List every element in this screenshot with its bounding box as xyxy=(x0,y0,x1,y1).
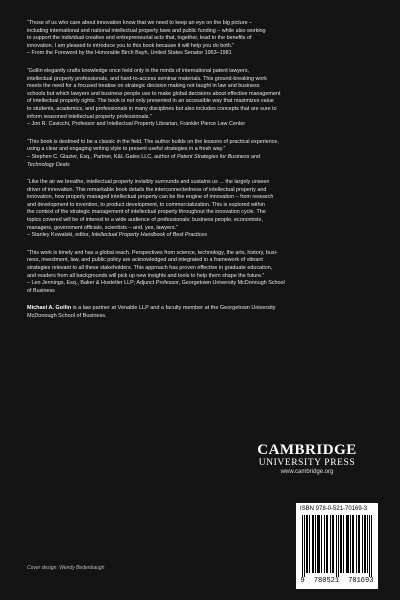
attribution-text: – Stanley Kowalski, editor, xyxy=(27,232,90,239)
quote-line: inform seasoned intellectual property professionals.” xyxy=(27,113,152,120)
quote-glazier xyxy=(27,139,375,169)
publisher-logo xyxy=(238,443,376,476)
barcode-digits xyxy=(296,577,378,585)
quote-jennings xyxy=(27,250,375,296)
quote-attribution-line2: of Business xyxy=(27,287,55,294)
author-bio xyxy=(27,305,375,321)
quote-attribution: – From the Foreword by the Honorable Birch Bayh, United States Senator 1963–1981 xyxy=(27,50,232,57)
quote-line: topics covered will be of interest to a wide audience of professionals: business people, economists, xyxy=(27,217,263,224)
publisher-press: UNIVERSITY PRESS xyxy=(258,458,356,468)
quote-line: to students, academics, and professionals in many disciplines but also includes concepts that are sure to xyxy=(27,105,277,112)
quote-line: driver of innovation. This remarkable book details the interconnectedness of intellectual property and xyxy=(27,186,267,193)
book-title: Intellectual Property Handbook of Best Practices xyxy=(91,232,208,239)
quote-attribution xyxy=(27,154,375,162)
publisher-name: CAMBRIDGE xyxy=(257,442,357,458)
author-bio-line2: McDonough School of Business. xyxy=(27,313,107,320)
quote-line: the context of the strategic management of intellectual property throughout the innovation cycle. The xyxy=(27,209,266,216)
quote-kowalski xyxy=(27,179,375,240)
barcode-icon xyxy=(302,515,372,577)
quote-attribution-line2 xyxy=(27,162,375,170)
quote-line: to support the individual creative and entrepreneurial acts that, together, lead to the benefits of xyxy=(27,35,252,42)
quote-line: “Like the air we breathe, intellectual property invisibly surrounds and sustains us ... the largely unseen xyxy=(27,179,270,186)
attribution-text: – Stephen C. Glazier, Esq., Partner, K&L Gates LLC, author of xyxy=(27,153,176,160)
quote-line: intellectual property professionals, and hard-to-access seminar materials. This ground-breaking work xyxy=(27,75,267,82)
book-title: Patent Strategies for Business xyxy=(176,153,250,160)
quote-bayh xyxy=(27,20,375,58)
quote-line: meets the need for a focused treatise on strategic decision making not taught in law and business xyxy=(27,83,260,90)
quote-line: “Gollin elegantly crafts knowledge once held only in the minds of international patent lawyers, xyxy=(27,67,250,74)
quote-cavicchi xyxy=(27,68,375,129)
isbn-barcode xyxy=(296,503,378,589)
quote-line: of intellectual property rights. The book is not only presented in an accessible way that maximizes value xyxy=(27,98,274,105)
isbn-number: ISBN 978-0-521-70169-3 xyxy=(300,506,368,512)
quote-attribution: – Jon R. Cavicchi, Professor and Intellectual Property Librarian, Franklin Pierce Law Center xyxy=(27,121,246,128)
quote-line: innovation. I am pleased to introduce you to this book because it will help you do both.” xyxy=(27,42,235,49)
quote-line: including international and national intellectual property laws and public funding – while also working xyxy=(27,27,266,34)
book-title: Technology Deals xyxy=(27,161,70,168)
author-bio-text: is a law partner at Venable LLP and a faculty member at the Georgetown University xyxy=(71,305,276,312)
barcode-digit-group: 780521 xyxy=(313,577,340,585)
barcode-digit-group: 9 xyxy=(300,577,305,585)
quote-attribution: – Leo Jennings, Esq., Baker & Hostetler LLP; Adjunct Professor, Georgetown University McDonough School xyxy=(27,280,285,287)
quote-line: “This book is destined to be a classic in the field. The author builds on the lessons of practical experience, xyxy=(27,138,279,145)
quote-line: and development to invention, to product development, to commercialization. This is explored within xyxy=(27,201,265,208)
quote-attribution xyxy=(27,232,375,240)
quote-line: using a clear and engaging writing style to present useful strategies in a fresh way.” xyxy=(27,146,226,153)
quotes-block xyxy=(27,20,375,321)
quote-line: managers, government officials, scientists – and, yes, lawyers.” xyxy=(27,224,178,231)
attribution-and: and xyxy=(250,153,260,160)
quote-line: and readers from all backgrounds will pick up new insights and tools to help them shape the future.” xyxy=(27,272,265,279)
publisher-url: www.cambridge.org xyxy=(280,469,334,475)
cover-credit: Cover design: Wendy Bedenbaugh xyxy=(27,565,105,571)
barcode-digit-group: 701693 xyxy=(348,577,374,585)
quote-line: “This work is timely and has a global reach. Perspectives from science, technology, the arts, history, busi- xyxy=(27,249,278,256)
author-name: Michael A. Gollin xyxy=(27,305,72,312)
quote-line: ness, investment, law, and public policy are acknowledged and integrated in a framework of vibrant xyxy=(27,257,263,264)
quote-line: innovation, how properly managed intellectual property can be the engine of innovation – from research xyxy=(27,194,274,201)
quote-line: “Those of us who care about innovation know that we need to keep an eye on the big picture – xyxy=(27,20,253,26)
quote-line: strategies relevant to all these stakeholders. This approach has proven effective in graduate education, xyxy=(27,265,273,272)
quote-line: schools but which lawyers and business people use to make global decisions about effective management xyxy=(27,90,281,97)
